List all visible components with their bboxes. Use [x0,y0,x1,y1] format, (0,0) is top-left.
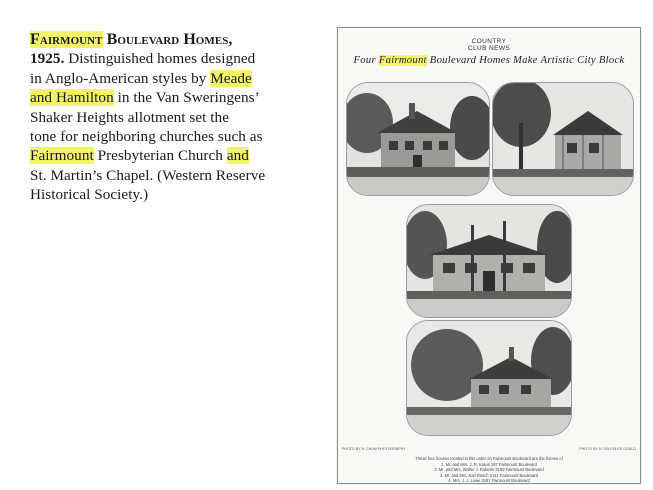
caption-line-1: Distinguished homes designed [64,50,256,68]
caption-and-2: and [226,147,249,165]
headline-post: Boulevard Homes Make Artistic City Block [426,55,625,66]
house-photo-4 [406,320,572,436]
caption-title-highlight: Fairmount [30,31,103,48]
headline-highlight: Fairmount [378,55,427,66]
caption-line-2: in Anglo-American styles by [30,69,211,87]
caption-line-3: in the Van Sweringens’ [113,89,260,107]
masthead [338,38,640,52]
house-photo-1 [346,82,490,196]
clipping-headline [338,55,640,66]
caption-hamilton: Hamilton [52,89,114,107]
caption-line-4: Shaker Heights allotment set the [30,108,229,126]
house-photo-3 [406,204,572,318]
newspaper-clipping [337,27,641,484]
credit-right: PHOTO BY H. DIX FOLKS GOULD [579,447,636,451]
caption-text [30,30,300,205]
caption-line-5: tone for neighboring churches such as [30,128,263,146]
listing-line-0: These four houses located in this order on Fairmount Boulevard are the homes of [415,456,563,461]
caption-title: Boulevard Homes, [102,31,233,48]
caption-fairmount-2: Fairmount [30,147,94,165]
caption-and-1: and [30,89,53,107]
house-photo-2 [492,82,634,196]
caption-line-7: St. Martin’s Chapel. (Western Reserve [30,166,266,184]
homeowners-listing [368,456,610,484]
caption-year: 1925. [30,50,65,68]
listing-line-2: 2. Mr. and Mrs. Walter J. Roberts 3189 Fairmount Boulevard [434,467,544,472]
caption-presbyterian: Presbyterian Church [93,147,227,165]
caption-line-8: Historical Society.) [30,186,149,204]
caption-meade: Meade [210,69,252,87]
listing-line-3: 3. Mr. and Mrs. Karl Rusch 3141 Fairmount Boulevard [440,472,538,478]
masthead-line-2: CLUB NEWS [467,45,511,52]
credit-left: PHOTO BY H. CHUM PHOTOGRAPHY [342,447,406,451]
listing-line-4: 4. Mrs. J. J. Lowe 3181 Fairmount Boulevard [448,478,530,483]
listing-line-1: 1. Mr. and Mrs. J. R. Kraus 197 Fairmount Boulevard [441,461,537,467]
masthead-line-1: COUNTRY [471,38,507,45]
headline-pre: Four [353,55,379,66]
